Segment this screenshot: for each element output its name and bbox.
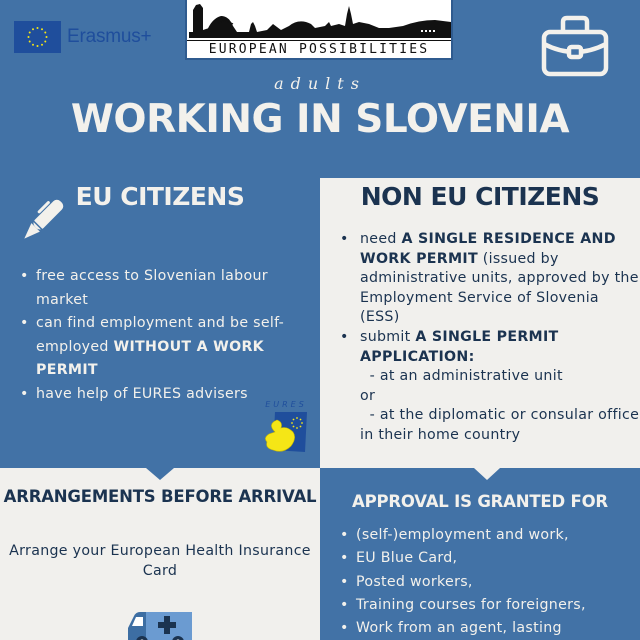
list-item: • have help of EURES advisers [18, 383, 318, 407]
skyline-icon [189, 2, 451, 38]
eures-hand-icon [263, 410, 309, 454]
list-item: • free access to Slovenian labour market [18, 265, 318, 312]
sub-item-or: or [360, 387, 376, 404]
arrangements-title: ARRANGEMENTS BEFORE ARRIVAL [3, 487, 317, 506]
eures-text: EURES [265, 400, 307, 409]
eu-citizens-section [0, 178, 320, 468]
approval-section [320, 468, 640, 640]
pen-icon [18, 196, 66, 246]
sub-item: - at the diplomatic or consular office in their home country [360, 407, 640, 443]
list-item: • (self-)employment and work, [338, 524, 640, 547]
erasmus-text: Erasmus+ [67, 26, 152, 47]
header [0, 0, 640, 178]
notch-pointer [474, 468, 500, 480]
arrangements-text: Arrange your European Health Insurance Card [9, 543, 311, 579]
approval-list [338, 524, 640, 640]
list-item: • EU Blue Card, [338, 547, 640, 570]
european-possibilities-text: EUROPEAN POSSIBILITIES [187, 40, 451, 57]
non-eu-citizens-title: NON EU CITIZENS [360, 182, 600, 211]
subtitle: adults [274, 74, 366, 93]
list-item: • Training courses for foreigners, [338, 594, 640, 617]
approval-title: APPROVAL IS GRANTED FOR [352, 492, 608, 511]
eu-citizens-title: EU CITIZENS [75, 182, 245, 211]
list-item: • submit A SINGLE PERMIT APPLICATION: [336, 328, 640, 367]
arrangements-section [0, 468, 320, 640]
sub-item: - at an administrative unit [369, 368, 563, 385]
eures-logo [263, 400, 309, 454]
notch-pointer [146, 468, 174, 480]
list-item: • can find employment and be self-employed WITHOUT A WORK PERMIT [18, 312, 318, 383]
page-title: WORKING IN SLOVENIA [70, 97, 570, 142]
eu-citizens-list [18, 265, 318, 406]
non-eu-citizens-list [336, 230, 640, 446]
list-item: • Work from an agent, lasting [338, 617, 640, 640]
briefcase-icon [540, 14, 610, 78]
ambulance-icon [124, 610, 196, 640]
eu-flag-icon [14, 21, 61, 53]
list-item: • need A SINGLE RESIDENCE AND WORK PERMIT (issued by administrative units, approved by the Employment Service of Slovenia (ESS) [336, 230, 640, 328]
erasmus-logo [14, 21, 174, 55]
non-eu-citizens-section [320, 178, 640, 468]
european-possibilities-logo [185, 0, 453, 60]
list-item: • Posted workers, [338, 571, 640, 594]
